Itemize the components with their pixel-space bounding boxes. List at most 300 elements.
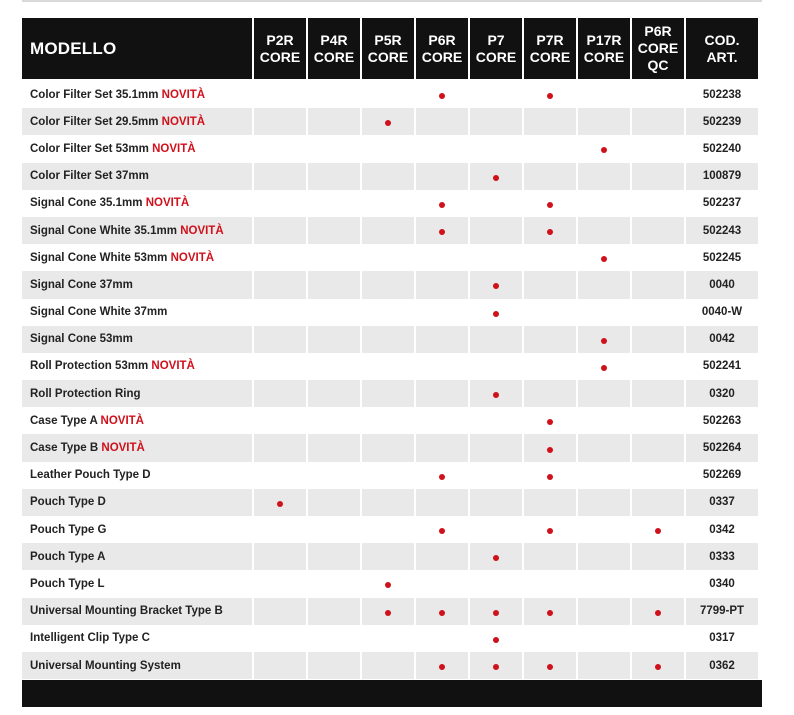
compat-cell <box>524 462 576 489</box>
compat-cell <box>524 598 576 625</box>
compat-cell <box>254 81 306 108</box>
compat-cell <box>416 299 468 326</box>
compatible-dot-icon <box>493 555 499 561</box>
compatible-dot-icon <box>439 229 445 235</box>
table-body <box>22 81 758 679</box>
compat-cell <box>524 217 576 244</box>
compat-cell <box>578 271 630 298</box>
table-row <box>22 652 758 679</box>
compat-cell <box>632 190 684 217</box>
compat-cell <box>254 489 306 516</box>
top-divider <box>22 0 762 2</box>
compat-cell <box>632 108 684 135</box>
column-header-model-variant: P7R CORE <box>524 18 576 81</box>
compat-cell <box>470 299 522 326</box>
new-badge: NOVITÀ <box>161 88 206 101</box>
compat-cell <box>416 353 468 380</box>
column-header-model-variant: P4R CORE <box>308 18 360 81</box>
model-name: Leather Pouch Type D <box>30 469 151 482</box>
model-name: Signal Cone 37mm <box>30 278 133 291</box>
compat-cell <box>416 163 468 190</box>
article-code: 502240 <box>686 135 758 162</box>
model-cell <box>22 625 252 652</box>
compat-cell <box>362 598 414 625</box>
model-name: Color Filter Set 53mm <box>30 142 149 155</box>
new-badge: NOVITÀ <box>170 251 215 264</box>
compat-cell <box>362 299 414 326</box>
model-name: Pouch Type L <box>30 577 105 590</box>
model-name: Pouch Type D <box>30 496 106 509</box>
new-badge: NOVITÀ <box>145 197 190 210</box>
article-code: 502269 <box>686 462 758 489</box>
compat-cell <box>362 625 414 652</box>
compat-cell <box>578 135 630 162</box>
new-badge: NOVITÀ <box>151 360 195 373</box>
compat-cell <box>470 434 522 461</box>
compat-cell <box>416 625 468 652</box>
compat-cell <box>254 462 306 489</box>
compat-cell <box>416 217 468 244</box>
model-name: Signal Cone White 53mm <box>30 251 168 264</box>
compat-cell <box>416 652 468 679</box>
compat-cell <box>632 81 684 108</box>
model-name: Color Filter Set 37mm <box>30 170 149 183</box>
compat-cell <box>416 516 468 543</box>
compat-cell <box>470 516 522 543</box>
compat-cell <box>254 244 306 271</box>
table-row <box>22 217 758 244</box>
compat-cell <box>524 380 576 407</box>
compat-cell <box>524 163 576 190</box>
compat-cell <box>416 81 468 108</box>
compatible-dot-icon <box>601 365 607 371</box>
compat-cell <box>632 570 684 597</box>
model-name: Color Filter Set 29.5mm <box>30 115 159 128</box>
model-cell <box>22 163 252 190</box>
model-name: Signal Cone White 35.1mm <box>30 224 177 237</box>
compat-cell <box>308 217 360 244</box>
compat-cell <box>524 516 576 543</box>
compat-cell <box>308 625 360 652</box>
compatible-dot-icon <box>493 637 499 643</box>
compat-cell <box>470 326 522 353</box>
table-row <box>22 299 758 326</box>
compat-cell <box>470 190 522 217</box>
compatible-dot-icon <box>385 610 391 616</box>
compat-cell <box>362 434 414 461</box>
column-header-model-variant: P2R CORE <box>254 18 306 81</box>
compat-cell <box>578 598 630 625</box>
compat-cell <box>308 108 360 135</box>
compatible-dot-icon <box>547 202 553 208</box>
compat-cell <box>632 489 684 516</box>
compat-cell <box>632 462 684 489</box>
compat-cell <box>578 326 630 353</box>
compat-cell <box>308 353 360 380</box>
compat-cell <box>416 598 468 625</box>
model-name: Signal Cone 35.1mm <box>30 197 143 210</box>
compat-cell <box>362 108 414 135</box>
model-name: Signal Cone White 37mm <box>30 306 168 319</box>
model-cell <box>22 271 252 298</box>
article-code: 0040 <box>686 271 758 298</box>
compat-cell <box>308 299 360 326</box>
compat-cell <box>416 462 468 489</box>
new-badge: NOVITÀ <box>180 224 224 237</box>
table-row <box>22 380 758 407</box>
article-code: 0362 <box>686 652 758 679</box>
compat-cell <box>254 625 306 652</box>
model-name: Pouch Type A <box>30 550 106 563</box>
article-code: 7799-PT <box>686 598 758 625</box>
compatible-dot-icon <box>493 311 499 317</box>
model-cell <box>22 299 252 326</box>
compat-cell <box>416 543 468 570</box>
compat-cell <box>362 489 414 516</box>
compat-cell <box>362 326 414 353</box>
compatible-dot-icon <box>547 610 553 616</box>
table-row <box>22 81 758 108</box>
model-cell <box>22 570 252 597</box>
compatible-dot-icon <box>385 120 391 126</box>
header-row <box>22 18 758 81</box>
compat-cell <box>470 652 522 679</box>
compat-cell <box>254 652 306 679</box>
compat-cell <box>632 271 684 298</box>
compatible-dot-icon <box>493 610 499 616</box>
compat-cell <box>254 108 306 135</box>
compat-cell <box>632 652 684 679</box>
column-header-model: MODELLO <box>22 18 252 81</box>
compat-cell <box>362 217 414 244</box>
model-cell <box>22 81 252 108</box>
column-header-code: COD. ART. <box>686 18 758 81</box>
compatible-dot-icon <box>655 528 661 534</box>
compat-cell <box>470 81 522 108</box>
compat-cell <box>470 163 522 190</box>
compatible-dot-icon <box>439 664 445 670</box>
compat-cell <box>308 407 360 434</box>
compat-cell <box>470 625 522 652</box>
table-row <box>22 516 758 543</box>
compat-cell <box>254 299 306 326</box>
compatible-dot-icon <box>601 147 607 153</box>
compat-cell <box>362 652 414 679</box>
compat-cell <box>308 598 360 625</box>
compat-cell <box>362 380 414 407</box>
compat-cell <box>578 81 630 108</box>
table-row <box>22 353 758 380</box>
new-badge: NOVITÀ <box>101 442 145 455</box>
article-code: 502263 <box>686 407 758 434</box>
compat-cell <box>254 380 306 407</box>
compat-cell <box>416 244 468 271</box>
compat-cell <box>524 81 576 108</box>
compatible-dot-icon <box>547 664 553 670</box>
compat-cell <box>524 407 576 434</box>
compat-cell <box>362 163 414 190</box>
article-code: 0340 <box>686 570 758 597</box>
compat-cell <box>416 108 468 135</box>
compatible-dot-icon <box>439 93 445 99</box>
column-header-model-variant: P6R CORE QC <box>632 18 684 81</box>
compat-cell <box>632 299 684 326</box>
table-row <box>22 108 758 135</box>
compatible-dot-icon <box>493 664 499 670</box>
compat-cell <box>632 217 684 244</box>
compat-cell <box>470 135 522 162</box>
compat-cell <box>578 489 630 516</box>
article-code: 0320 <box>686 380 758 407</box>
compat-cell <box>254 190 306 217</box>
model-name: Roll Protection 53mm <box>30 360 149 373</box>
compat-cell <box>578 652 630 679</box>
model-cell <box>22 380 252 407</box>
model-cell <box>22 326 252 353</box>
compat-cell <box>416 326 468 353</box>
compat-cell <box>632 380 684 407</box>
table-row <box>22 190 758 217</box>
table-row <box>22 434 758 461</box>
compatible-dot-icon <box>493 392 499 398</box>
compat-cell <box>632 598 684 625</box>
compat-cell <box>632 326 684 353</box>
compat-cell <box>470 570 522 597</box>
compat-cell <box>362 407 414 434</box>
table-header <box>22 18 758 81</box>
new-badge: NOVITÀ <box>161 115 206 128</box>
column-header-model-variant: P5R CORE <box>362 18 414 81</box>
compat-cell <box>308 163 360 190</box>
article-code: 0317 <box>686 625 758 652</box>
compat-cell <box>254 516 306 543</box>
model-name: Pouch Type G <box>30 523 107 536</box>
model-cell <box>22 434 252 461</box>
table-row <box>22 271 758 298</box>
model-name: Signal Cone 53mm <box>30 333 133 346</box>
compat-cell <box>578 625 630 652</box>
compatible-dot-icon <box>385 582 391 588</box>
compat-cell <box>416 380 468 407</box>
compat-cell <box>416 190 468 217</box>
compat-cell <box>470 598 522 625</box>
article-code: 502239 <box>686 108 758 135</box>
compatible-dot-icon <box>601 256 607 262</box>
model-cell <box>22 516 252 543</box>
table-row <box>22 163 758 190</box>
column-header-model-variant: P17R CORE <box>578 18 630 81</box>
compat-cell <box>308 326 360 353</box>
compat-cell <box>470 244 522 271</box>
compat-cell <box>578 190 630 217</box>
compat-cell <box>578 244 630 271</box>
compat-cell <box>632 625 684 652</box>
compat-cell <box>308 516 360 543</box>
compat-cell <box>308 81 360 108</box>
compatible-dot-icon <box>547 474 553 480</box>
compat-cell <box>524 543 576 570</box>
article-code: 502237 <box>686 190 758 217</box>
table-row <box>22 244 758 271</box>
article-code: 0342 <box>686 516 758 543</box>
compat-cell <box>578 299 630 326</box>
compat-cell <box>524 108 576 135</box>
compat-cell <box>524 326 576 353</box>
article-code: 0333 <box>686 543 758 570</box>
compat-cell <box>254 434 306 461</box>
model-cell <box>22 108 252 135</box>
compat-cell <box>524 625 576 652</box>
compatible-dot-icon <box>439 202 445 208</box>
article-code: 0040-W <box>686 299 758 326</box>
compat-cell <box>254 135 306 162</box>
compatibility-table <box>20 18 760 679</box>
compat-cell <box>254 217 306 244</box>
article-code: 502264 <box>686 434 758 461</box>
compat-cell <box>470 353 522 380</box>
article-code: 0337 <box>686 489 758 516</box>
compat-cell <box>524 271 576 298</box>
compat-cell <box>362 81 414 108</box>
compat-cell <box>254 570 306 597</box>
compat-cell <box>308 271 360 298</box>
article-code: 502245 <box>686 244 758 271</box>
compat-cell <box>470 380 522 407</box>
compat-cell <box>254 407 306 434</box>
model-name: Intelligent Clip Type C <box>30 632 150 645</box>
compat-cell <box>632 163 684 190</box>
compat-cell <box>524 570 576 597</box>
compatible-dot-icon <box>547 447 553 453</box>
compat-cell <box>578 570 630 597</box>
compatible-dot-icon <box>547 229 553 235</box>
compat-cell <box>578 434 630 461</box>
compat-cell <box>362 516 414 543</box>
compat-cell <box>362 570 414 597</box>
compat-cell <box>632 434 684 461</box>
compatible-dot-icon <box>439 610 445 616</box>
compat-cell <box>632 244 684 271</box>
model-cell <box>22 190 252 217</box>
article-code: 502238 <box>686 81 758 108</box>
compatible-dot-icon <box>439 474 445 480</box>
compat-cell <box>524 299 576 326</box>
compat-cell <box>254 163 306 190</box>
table-row <box>22 326 758 353</box>
compat-cell <box>470 462 522 489</box>
article-code: 502241 <box>686 353 758 380</box>
table-row <box>22 543 758 570</box>
model-name: Roll Protection Ring <box>30 387 141 400</box>
model-name: Universal Mounting System <box>30 659 181 672</box>
model-cell <box>22 489 252 516</box>
compat-cell <box>524 244 576 271</box>
compat-cell <box>308 135 360 162</box>
compat-cell <box>578 543 630 570</box>
compat-cell <box>416 135 468 162</box>
compat-cell <box>362 462 414 489</box>
compatible-dot-icon <box>547 528 553 534</box>
compat-cell <box>632 353 684 380</box>
compat-cell <box>632 407 684 434</box>
compatible-dot-icon <box>655 610 661 616</box>
compat-cell <box>416 570 468 597</box>
compat-cell <box>470 489 522 516</box>
compat-cell <box>578 407 630 434</box>
compat-cell <box>308 489 360 516</box>
table-row <box>22 135 758 162</box>
compatible-dot-icon <box>277 501 283 507</box>
compatible-dot-icon <box>493 175 499 181</box>
compatible-dot-icon <box>547 419 553 425</box>
compat-cell <box>308 380 360 407</box>
compat-cell <box>308 462 360 489</box>
compat-cell <box>308 570 360 597</box>
compat-cell <box>362 271 414 298</box>
model-cell <box>22 543 252 570</box>
compat-cell <box>362 190 414 217</box>
table-row <box>22 407 758 434</box>
model-name: Case Type B <box>30 442 99 455</box>
compat-cell <box>578 217 630 244</box>
new-badge: NOVITÀ <box>152 142 196 155</box>
model-cell <box>22 217 252 244</box>
compat-cell <box>578 163 630 190</box>
compatible-dot-icon <box>601 338 607 344</box>
compat-cell <box>524 135 576 162</box>
article-code: 100879 <box>686 163 758 190</box>
table-row <box>22 598 758 625</box>
compat-cell <box>308 543 360 570</box>
model-cell <box>22 462 252 489</box>
compat-cell <box>362 543 414 570</box>
footer-bar <box>22 680 762 707</box>
table-row <box>22 625 758 652</box>
compat-cell <box>308 652 360 679</box>
model-name: Case Type A <box>30 414 98 427</box>
compat-cell <box>416 407 468 434</box>
compat-cell <box>416 489 468 516</box>
compat-cell <box>470 543 522 570</box>
new-badge: NOVITÀ <box>100 414 144 427</box>
compat-cell <box>254 543 306 570</box>
compat-cell <box>254 598 306 625</box>
compat-cell <box>578 380 630 407</box>
compat-cell <box>308 434 360 461</box>
compat-cell <box>632 516 684 543</box>
model-cell <box>22 598 252 625</box>
compat-cell <box>254 326 306 353</box>
compat-cell <box>308 190 360 217</box>
column-header-model-variant: P6R CORE <box>416 18 468 81</box>
compatible-dot-icon <box>439 528 445 534</box>
compat-cell <box>362 353 414 380</box>
compat-cell <box>254 353 306 380</box>
compat-cell <box>254 271 306 298</box>
table-row <box>22 462 758 489</box>
table-row <box>22 489 758 516</box>
compat-cell <box>524 190 576 217</box>
compat-cell <box>578 353 630 380</box>
model-cell <box>22 407 252 434</box>
compat-cell <box>524 652 576 679</box>
compat-cell <box>416 434 468 461</box>
compatible-dot-icon <box>547 93 553 99</box>
table-row <box>22 570 758 597</box>
compatible-dot-icon <box>493 283 499 289</box>
model-cell <box>22 135 252 162</box>
model-cell <box>22 244 252 271</box>
